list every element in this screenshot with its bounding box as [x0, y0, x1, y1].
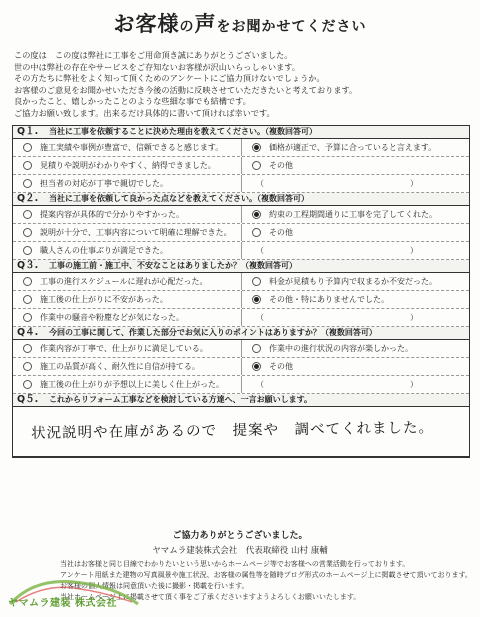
option-label: 料金が見積もり予算内で収まるか不安だった。: [269, 277, 437, 286]
option-cell[interactable]: [13, 309, 241, 326]
question-header: [13, 327, 469, 340]
checkbox[interactable]: [23, 344, 32, 353]
option-cell[interactable]: [241, 175, 469, 192]
other-text-field[interactable]: [252, 312, 422, 323]
question-header: [13, 126, 469, 139]
checkbox[interactable]: [23, 161, 32, 170]
intro-line: ご協力お願い致します。出来るだけ具体的に書いて頂ければ幸いです。: [14, 107, 275, 118]
footer-line: お客様の個人情報は同意頂いた後に撮影・掲載を行います。: [60, 582, 249, 590]
checkbox[interactable]: [23, 380, 32, 389]
checkbox[interactable]: [23, 143, 32, 152]
intro-line: この度は この度は弊社に工事をご用命頂き誠にありがとうございました。: [14, 50, 293, 60]
question-text: 今回の工事に関して、作業した部分でお気に入りのポイントはありますか？（複数回答可）: [49, 328, 377, 337]
question-number: Q２.: [17, 193, 39, 204]
thanks-message: ご協力ありがとうございました。: [172, 531, 308, 541]
page-title: [0, 8, 480, 38]
checkbox[interactable]: [252, 210, 261, 219]
option-cell[interactable]: [241, 139, 469, 156]
question-header: [13, 394, 469, 407]
survey-table: [12, 125, 470, 458]
option-label: 約束の工程期間通りに工事を完了してくれた。: [269, 210, 437, 219]
paren-open: （: [256, 179, 264, 188]
option-row: [13, 139, 469, 157]
option-label: 提案内容が具体的で分かりやすかった。: [40, 210, 184, 219]
option-row: [13, 340, 469, 358]
handwritten-answer: 状況説明や在庫があるので 提案や 調べてくれました。: [30, 420, 435, 442]
option-label: その他: [269, 161, 293, 170]
paren-close: ）: [410, 380, 418, 389]
other-text-field[interactable]: [252, 379, 422, 390]
option-label: 施工の品質が高く、耐久性に自信が持てる。: [40, 362, 200, 371]
option-cell[interactable]: [241, 358, 469, 375]
checkbox[interactable]: [252, 161, 261, 170]
option-cell[interactable]: [13, 273, 241, 290]
title-part-3: 声: [194, 12, 217, 36]
option-cell[interactable]: [13, 139, 241, 156]
option-cell[interactable]: [241, 157, 469, 174]
paren-open: （: [256, 246, 264, 255]
company-logo-text: ヤマムラ建装 株式会社: [8, 598, 117, 609]
option-cell[interactable]: [241, 291, 469, 308]
question-text: 当社に工事を依頼することに決めた理由を教えてください。（複数回答可）: [49, 127, 317, 136]
intro-line: 世の中は弊社の存在やサービスをご存知ないお客様が沢山いらっしゃいます。: [14, 61, 300, 72]
option-row: [13, 175, 469, 193]
question-number: Q１.: [17, 126, 39, 137]
option-cell[interactable]: [13, 206, 241, 223]
option-row: [13, 376, 469, 394]
checkbox[interactable]: [252, 228, 261, 237]
option-cell[interactable]: [241, 309, 469, 326]
footer-line: アンケート用紙また建物の写真風景や施工状況、お客様の属性等を随時ブログ形式のホームページ上に掲載させて頂いております。: [60, 571, 472, 579]
checkbox[interactable]: [252, 344, 261, 353]
checkbox[interactable]: [252, 143, 261, 152]
checkbox[interactable]: [23, 295, 32, 304]
question-number: Q５.: [17, 394, 39, 405]
checkbox[interactable]: [23, 246, 32, 255]
option-label: 作業内容が丁寧で、仕上がりに満足している。: [40, 344, 208, 353]
option-row: [13, 291, 469, 309]
other-text-field[interactable]: [252, 245, 422, 256]
option-row: [13, 242, 469, 260]
footer-line: 当社ホームページ上に掲載させて頂く事をご了承くださいますようよろしくお願いいたします。: [60, 593, 361, 601]
question-number: Q４.: [17, 327, 39, 338]
intro-text: [14, 50, 466, 120]
paren-open: （: [256, 313, 264, 322]
title-part-4: をお聞かせてください: [216, 19, 367, 35]
question-text: これからリフォーム工事などを検討している方達へ、一言お願いします。: [49, 395, 312, 404]
option-label: その他: [269, 362, 293, 371]
option-label: 説明が十分で、工事内容について明確に理解できた。: [40, 228, 232, 237]
option-row: [13, 273, 469, 291]
intro-line: お客様のご意見をお聞かせいただき今後の活動に反映させていただきたいと考えております。: [14, 84, 358, 95]
paren-close: ）: [410, 313, 418, 322]
checkbox[interactable]: [23, 179, 32, 188]
option-cell[interactable]: [13, 224, 241, 241]
option-cell[interactable]: [241, 242, 469, 259]
option-cell[interactable]: [241, 376, 469, 393]
option-cell[interactable]: [13, 376, 241, 393]
option-row: [13, 206, 469, 224]
option-cell[interactable]: [13, 242, 241, 259]
footer-line: 当社はお客様と同じ目線でわかりたいという思いからホームページ等でお客様への営業活動を行っております。: [60, 560, 410, 568]
option-label: 作業中の騒音や粉塵などが気になった。: [40, 313, 184, 322]
option-row: [13, 358, 469, 376]
option-label: 施工後の仕上がりに不安があった。: [40, 295, 168, 304]
checkbox[interactable]: [23, 313, 32, 322]
intro-line: その方たちに弊社をよく知って頂くためのアンケートにご協力頂けないでしょうか。: [14, 73, 325, 84]
option-label: その他・特にありませんでした。: [269, 295, 389, 304]
question-header: [13, 260, 469, 273]
title-part-1: お客様: [113, 12, 180, 36]
company-signature: ヤマムラ建装株式会社 代表取締役 山村 康輔: [152, 546, 328, 556]
option-label: 見積りや説明がわかりやすく、納得できました。: [40, 161, 216, 170]
question-header: [13, 193, 469, 206]
option-cell[interactable]: [241, 273, 469, 290]
option-cell[interactable]: [241, 224, 469, 241]
checkbox[interactable]: [23, 228, 32, 237]
option-label: 職人さんの仕事ぶりが満足できた。: [40, 246, 168, 255]
paren-close: ）: [410, 179, 418, 188]
checkbox[interactable]: [252, 277, 261, 286]
option-row: [13, 309, 469, 327]
option-cell[interactable]: [13, 358, 241, 375]
checkbox[interactable]: [23, 362, 32, 371]
option-cell[interactable]: [241, 340, 469, 357]
paren-open: （: [256, 380, 264, 389]
option-label: 担当者の対応が丁寧で親切でした。: [40, 179, 168, 188]
option-label: 施工後の仕上がりが予想以上に美しく仕上がった。: [40, 380, 224, 389]
option-label: その他: [269, 228, 293, 237]
title-part-2: の: [179, 19, 195, 35]
question-text: 工事の施工前・施工中、不安なことはありましたか？（複数回答可）: [49, 261, 297, 270]
checkbox[interactable]: [252, 295, 261, 304]
checkbox[interactable]: [23, 210, 32, 219]
option-cell[interactable]: [13, 340, 241, 357]
option-cell[interactable]: [241, 206, 469, 223]
checkbox[interactable]: [23, 277, 32, 286]
other-text-field[interactable]: [252, 178, 422, 189]
checkbox[interactable]: [252, 362, 261, 371]
intro-line: 良かったこと、嬉しかったことのような些細な事でも結構です。: [14, 96, 251, 107]
option-cell[interactable]: [13, 291, 241, 308]
question-text: 当社に工事を依頼して良かった点などを教えてください。（複数回答可）: [49, 194, 309, 203]
free-answer-area[interactable]: [13, 407, 469, 457]
option-label: 工事の進行スケジュールに遅れが心配だった。: [40, 277, 208, 286]
option-cell[interactable]: [13, 175, 241, 192]
question-number: Q３.: [17, 260, 39, 271]
option-label: 施工実績や事例が豊富で、信頼できると感じます。: [40, 143, 224, 152]
option-label: 作業中の進行状況の内容が楽しかった。: [269, 344, 413, 353]
option-row: [13, 224, 469, 242]
option-cell[interactable]: [13, 157, 241, 174]
paren-close: ）: [410, 246, 418, 255]
option-row: [13, 157, 469, 175]
option-label: 価格が適正で、予算に合っていると言えます。: [269, 143, 437, 152]
